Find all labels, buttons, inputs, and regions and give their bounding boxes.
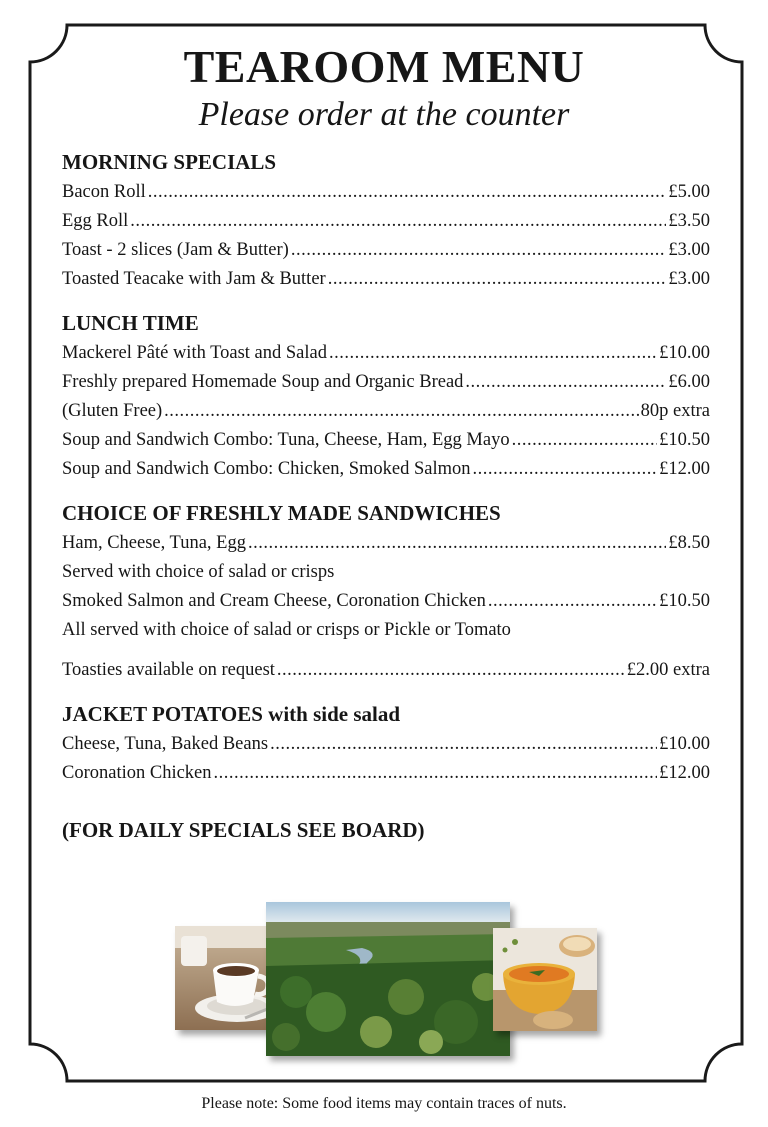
section-sandwiches xyxy=(62,498,710,685)
item-name: Egg Roll xyxy=(62,211,129,231)
page-title: TEAROOM MENU xyxy=(183,41,585,92)
dot-leader xyxy=(473,455,658,484)
item-name: Bacon Roll xyxy=(62,182,146,202)
item-name: Toast - 2 slices (Jam & Butter) xyxy=(62,240,289,260)
section-heading: MORNING SPECIALS xyxy=(62,150,277,174)
dot-leader xyxy=(277,656,625,685)
menu-item xyxy=(62,529,710,558)
menu-item xyxy=(62,178,710,207)
item-name: Soup and Sandwich Combo: Tuna, Cheese, Ham, Egg Mayo xyxy=(62,430,510,450)
item-price: £12.00 xyxy=(659,459,710,479)
dot-leader xyxy=(328,265,667,294)
item-name: Soup and Sandwich Combo: Chicken, Smoked Salmon xyxy=(62,459,471,479)
section-lunch-time xyxy=(62,308,710,484)
dot-leader xyxy=(291,236,667,265)
item-name: (Gluten Free) xyxy=(62,401,163,421)
menu-item xyxy=(62,207,710,236)
item-price: £3.00 xyxy=(668,240,710,260)
dot-leader xyxy=(465,368,666,397)
item-price: £3.50 xyxy=(668,211,710,231)
item-price: £2.00 extra xyxy=(626,660,710,680)
menu-item xyxy=(62,455,710,484)
item-name: Toasted Teacake with Jam & Butter xyxy=(62,269,326,289)
allergy-note: Please note: Some food items may contain traces of nuts. xyxy=(201,1095,567,1112)
menu-item xyxy=(62,236,710,265)
dot-leader xyxy=(270,730,657,759)
dot-leader xyxy=(214,759,658,788)
item-price: £10.00 xyxy=(659,343,710,363)
daily-specials-note: (FOR DAILY SPECIALS SEE BOARD) xyxy=(62,818,425,842)
dot-leader xyxy=(148,178,667,207)
menu-item xyxy=(62,397,710,426)
item-note: Served with choice of salad or crisps xyxy=(62,562,335,582)
menu-item xyxy=(62,426,710,455)
section-heading: JACKET POTATOES with side salad xyxy=(62,702,401,726)
item-name: Cheese, Tuna, Baked Beans xyxy=(62,734,269,754)
dot-leader xyxy=(512,426,658,455)
item-price: £8.50 xyxy=(668,533,710,553)
menu-item xyxy=(62,265,710,294)
item-price: 80p extra xyxy=(640,401,710,421)
menu-item xyxy=(62,339,710,368)
section-jacket-potatoes xyxy=(62,699,710,788)
dot-leader xyxy=(248,529,666,558)
item-price: £10.50 xyxy=(659,591,710,611)
item-price: £10.50 xyxy=(659,430,710,450)
item-price: £5.00 xyxy=(668,182,710,202)
section-morning-specials xyxy=(62,147,710,294)
page-subtitle: Please order at the counter xyxy=(198,96,570,133)
item-price: £10.00 xyxy=(659,734,710,754)
section-heading: CHOICE OF FRESHLY MADE SANDWICHES xyxy=(62,501,501,525)
item-name: Freshly prepared Homemade Soup and Organic Bread xyxy=(62,372,464,392)
menu-item xyxy=(62,730,710,759)
menu-item xyxy=(62,759,710,788)
menu-item xyxy=(62,368,710,397)
item-price: £6.00 xyxy=(668,372,710,392)
item-price: £3.00 xyxy=(668,269,710,289)
menu-item xyxy=(62,587,710,616)
item-name: Ham, Cheese, Tuna, Egg xyxy=(62,533,246,553)
dot-leader xyxy=(329,339,657,368)
item-name: Coronation Chicken xyxy=(62,763,212,783)
item-note: All served with choice of salad or crisps or Pickle or Tomato xyxy=(62,620,511,640)
menu-item xyxy=(62,656,710,685)
item-name: Smoked Salmon and Cream Cheese, Coronation Chicken xyxy=(62,591,486,611)
item-name: Toasties available on request xyxy=(62,660,275,680)
dot-leader xyxy=(488,587,657,616)
item-name: Mackerel Pâté with Toast and Salad xyxy=(62,343,327,363)
item-price: £12.00 xyxy=(659,763,710,783)
menu-body xyxy=(62,147,710,843)
dot-leader xyxy=(130,207,666,236)
dot-leader xyxy=(164,397,638,426)
section-heading: LUNCH TIME xyxy=(62,311,199,335)
